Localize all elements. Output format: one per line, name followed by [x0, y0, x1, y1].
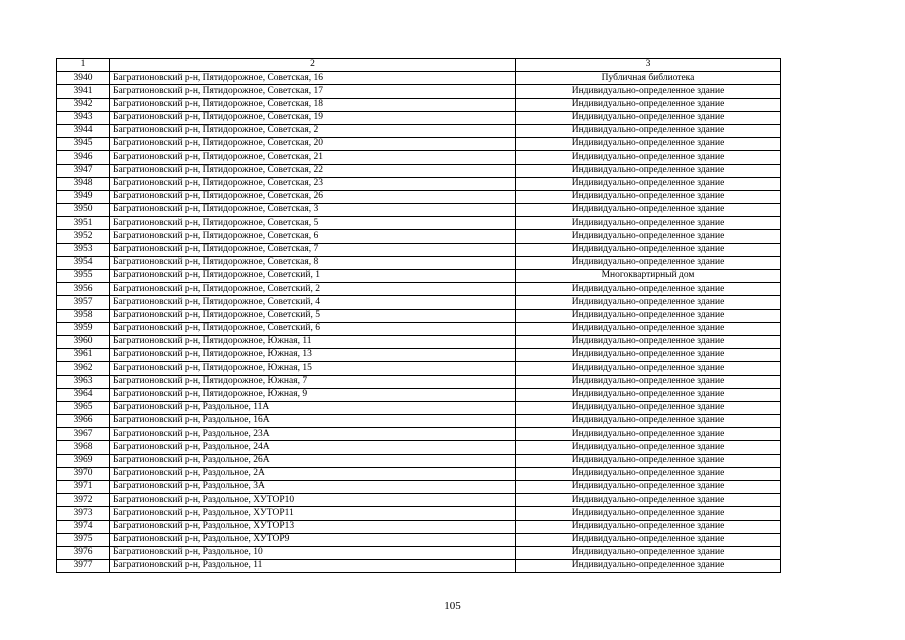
address-cell: Багратионовский р-н, Раздольное, 26А [110, 454, 516, 467]
table-body [57, 59, 781, 573]
object-type-cell: Индивидуально-определенное здание [516, 164, 781, 177]
object-type-cell: Индивидуально-определенное здание [516, 190, 781, 203]
object-type-cell: Индивидуально-определенное здание [516, 177, 781, 190]
table-row [57, 256, 781, 269]
address-cell: Багратионовский р-н, Пятидорожное, Советский, 6 [110, 322, 516, 335]
row-number-cell: 3963 [57, 375, 110, 388]
row-number-cell: 3960 [57, 335, 110, 348]
address-cell: Багратионовский р-н, Раздольное, ХУТОР10 [110, 494, 516, 507]
table-row [57, 138, 781, 151]
table-row [57, 270, 781, 283]
object-type-cell: Индивидуально-определенное здание [516, 230, 781, 243]
object-type-cell: Индивидуально-определенное здание [516, 98, 781, 111]
row-number-cell: 3941 [57, 85, 110, 98]
column-header-address: 2 [110, 59, 516, 72]
table-row [57, 335, 781, 348]
object-type-cell: Индивидуально-определенное здание [516, 362, 781, 375]
row-number-cell: 3972 [57, 494, 110, 507]
row-number-cell: 3974 [57, 520, 110, 533]
table-row [57, 546, 781, 559]
table-row [57, 85, 781, 98]
object-type-cell: Индивидуально-определенное здание [516, 401, 781, 414]
table-row [57, 533, 781, 546]
table-row [57, 454, 781, 467]
object-type-cell: Индивидуально-определенное здание [516, 349, 781, 362]
table-row [57, 560, 781, 573]
address-cell: Багратионовский р-н, Пятидорожное, Советская, 20 [110, 138, 516, 151]
address-cell: Багратионовский р-н, Пятидорожное, Советская, 17 [110, 85, 516, 98]
address-cell: Багратионовский р-н, Пятидорожное, Советская, 8 [110, 256, 516, 269]
table-row [57, 151, 781, 164]
object-type-cell: Индивидуально-определенное здание [516, 481, 781, 494]
object-type-cell: Индивидуально-определенное здание [516, 296, 781, 309]
object-type-cell: Индивидуально-определенное здание [516, 560, 781, 573]
object-type-cell: Индивидуально-определенное здание [516, 546, 781, 559]
address-cell: Багратионовский р-н, Пятидорожное, Южная, 15 [110, 362, 516, 375]
address-cell: Багратионовский р-н, Пятидорожное, Южная, 13 [110, 349, 516, 362]
row-number-cell: 3947 [57, 164, 110, 177]
address-cell: Багратионовский р-н, Раздольное, ХУТОР9 [110, 533, 516, 546]
row-number-cell: 3943 [57, 111, 110, 124]
address-cell: Багратионовский р-н, Раздольное, 23А [110, 428, 516, 441]
address-cell: Багратионовский р-н, Пятидорожное, Советский, 1 [110, 270, 516, 283]
row-number-cell: 3962 [57, 362, 110, 375]
row-number-cell: 3942 [57, 98, 110, 111]
address-cell: Багратионовский р-н, Раздольное, 3А [110, 481, 516, 494]
object-type-cell: Индивидуально-определенное здание [516, 467, 781, 480]
row-number-cell: 3946 [57, 151, 110, 164]
table-row [57, 217, 781, 230]
row-number-cell: 3944 [57, 124, 110, 137]
row-number-cell: 3964 [57, 388, 110, 401]
row-number-cell: 3957 [57, 296, 110, 309]
row-number-cell: 3969 [57, 454, 110, 467]
object-type-cell: Индивидуально-определенное здание [516, 243, 781, 256]
row-number-cell: 3977 [57, 560, 110, 573]
table-row [57, 520, 781, 533]
object-type-cell: Индивидуально-определенное здание [516, 138, 781, 151]
address-cell: Багратионовский р-н, Пятидорожное, Советская, 19 [110, 111, 516, 124]
object-type-cell: Индивидуально-определенное здание [516, 256, 781, 269]
object-type-cell: Многоквартирный дом [516, 270, 781, 283]
address-cell: Багратионовский р-н, Пятидорожное, Советская, 2 [110, 124, 516, 137]
address-cell: Багратионовский р-н, Раздольное, 11А [110, 401, 516, 414]
object-type-cell: Индивидуально-определенное здание [516, 111, 781, 124]
object-type-cell: Индивидуально-определенное здание [516, 85, 781, 98]
address-cell: Багратионовский р-н, Пятидорожное, Советская, 22 [110, 164, 516, 177]
row-number-cell: 3970 [57, 467, 110, 480]
object-type-cell: Индивидуально-определенное здание [516, 388, 781, 401]
table-row [57, 415, 781, 428]
row-number-cell: 3953 [57, 243, 110, 256]
address-cell: Багратионовский р-н, Раздольное, 24А [110, 441, 516, 454]
object-type-cell: Индивидуально-определенное здание [516, 322, 781, 335]
object-type-cell: Публичная библиотека [516, 72, 781, 85]
table-row [57, 230, 781, 243]
row-number-cell: 3975 [57, 533, 110, 546]
table-row [57, 177, 781, 190]
row-number-cell: 3973 [57, 507, 110, 520]
row-number-cell: 3948 [57, 177, 110, 190]
row-number-cell: 3976 [57, 546, 110, 559]
address-cell: Багратионовский р-н, Пятидорожное, Южная, 11 [110, 335, 516, 348]
object-type-cell: Индивидуально-определенное здание [516, 283, 781, 296]
object-type-cell: Индивидуально-определенное здание [516, 441, 781, 454]
object-type-cell: Индивидуально-определенное здание [516, 204, 781, 217]
address-cell: Багратионовский р-н, Раздольное, 2А [110, 467, 516, 480]
address-cell: Багратионовский р-н, Раздольное, 16А [110, 415, 516, 428]
table-row [57, 124, 781, 137]
table-row [57, 111, 781, 124]
address-cell: Багратионовский р-н, Пятидорожное, Советская, 6 [110, 230, 516, 243]
row-number-cell: 3952 [57, 230, 110, 243]
page-number: 105 [444, 600, 461, 612]
object-type-cell: Индивидуально-определенное здание [516, 217, 781, 230]
object-type-cell: Индивидуально-определенное здание [516, 520, 781, 533]
row-number-cell: 3961 [57, 349, 110, 362]
address-cell: Багратионовский р-н, Пятидорожное, Советский, 5 [110, 309, 516, 322]
row-number-cell: 3940 [57, 72, 110, 85]
object-type-cell: Индивидуально-определенное здание [516, 507, 781, 520]
object-type-cell: Индивидуально-определенное здание [516, 375, 781, 388]
address-cell: Багратионовский р-н, Пятидорожное, Советская, 5 [110, 217, 516, 230]
row-number-cell: 3958 [57, 309, 110, 322]
address-cell: Багратионовский р-н, Пятидорожное, Советская, 3 [110, 204, 516, 217]
table-row [57, 190, 781, 203]
row-number-cell: 3951 [57, 217, 110, 230]
address-cell: Багратионовский р-н, Пятидорожное, Советская, 21 [110, 151, 516, 164]
address-cell: Багратионовский р-н, Пятидорожное, Южная, 7 [110, 375, 516, 388]
table-row [57, 349, 781, 362]
row-number-cell: 3950 [57, 204, 110, 217]
table-row [57, 467, 781, 480]
address-cell: Багратионовский р-н, Пятидорожное, Советская, 23 [110, 177, 516, 190]
object-type-cell: Индивидуально-определенное здание [516, 309, 781, 322]
address-cell: Багратионовский р-н, Раздольное, 11 [110, 560, 516, 573]
row-number-cell: 3971 [57, 481, 110, 494]
address-cell: Багратионовский р-н, Пятидорожное, Советский, 4 [110, 296, 516, 309]
row-number-cell: 3956 [57, 283, 110, 296]
table-row [57, 322, 781, 335]
address-cell: Багратионовский р-н, Раздольное, 10 [110, 546, 516, 559]
object-type-cell: Индивидуально-определенное здание [516, 454, 781, 467]
table-row [57, 243, 781, 256]
column-header-object-type: 3 [516, 59, 781, 72]
row-number-cell: 3955 [57, 270, 110, 283]
object-type-cell: Индивидуально-определенное здание [516, 415, 781, 428]
row-number-cell: 3945 [57, 138, 110, 151]
table-row [57, 401, 781, 414]
row-number-cell: 3966 [57, 415, 110, 428]
address-cell: Багратионовский р-н, Пятидорожное, Советская, 16 [110, 72, 516, 85]
object-type-cell: Индивидуально-определенное здание [516, 335, 781, 348]
address-cell: Багратионовский р-н, Пятидорожное, Советская, 18 [110, 98, 516, 111]
address-cell: Багратионовский р-н, Пятидорожное, Южная, 9 [110, 388, 516, 401]
table-row [57, 441, 781, 454]
table-row [57, 388, 781, 401]
row-number-cell: 3968 [57, 441, 110, 454]
object-type-cell: Индивидуально-определенное здание [516, 494, 781, 507]
row-number-cell: 3959 [57, 322, 110, 335]
table-row [57, 481, 781, 494]
table-row [57, 72, 781, 85]
object-type-cell: Индивидуально-определенное здание [516, 533, 781, 546]
row-number-cell: 3965 [57, 401, 110, 414]
column-header-number: 1 [57, 59, 110, 72]
object-type-cell: Индивидуально-определенное здание [516, 428, 781, 441]
table-row [57, 375, 781, 388]
table-row [57, 494, 781, 507]
header-row [57, 59, 781, 72]
table-row [57, 428, 781, 441]
address-cell: Багратионовский р-н, Раздольное, ХУТОР13 [110, 520, 516, 533]
table-row [57, 309, 781, 322]
address-cell: Багратионовский р-н, Пятидорожное, Советский, 2 [110, 283, 516, 296]
row-number-cell: 3967 [57, 428, 110, 441]
row-number-cell: 3949 [57, 190, 110, 203]
table-row [57, 362, 781, 375]
table-row [57, 296, 781, 309]
table-row [57, 164, 781, 177]
registry-table [56, 58, 781, 573]
address-cell: Багратионовский р-н, Пятидорожное, Советская, 26 [110, 190, 516, 203]
table-row [57, 98, 781, 111]
table-row [57, 283, 781, 296]
table-row [57, 204, 781, 217]
object-type-cell: Индивидуально-определенное здание [516, 151, 781, 164]
table-row [57, 507, 781, 520]
address-cell: Багратионовский р-н, Пятидорожное, Советская, 7 [110, 243, 516, 256]
address-cell: Багратионовский р-н, Раздольное, ХУТОР11 [110, 507, 516, 520]
row-number-cell: 3954 [57, 256, 110, 269]
object-type-cell: Индивидуально-определенное здание [516, 124, 781, 137]
